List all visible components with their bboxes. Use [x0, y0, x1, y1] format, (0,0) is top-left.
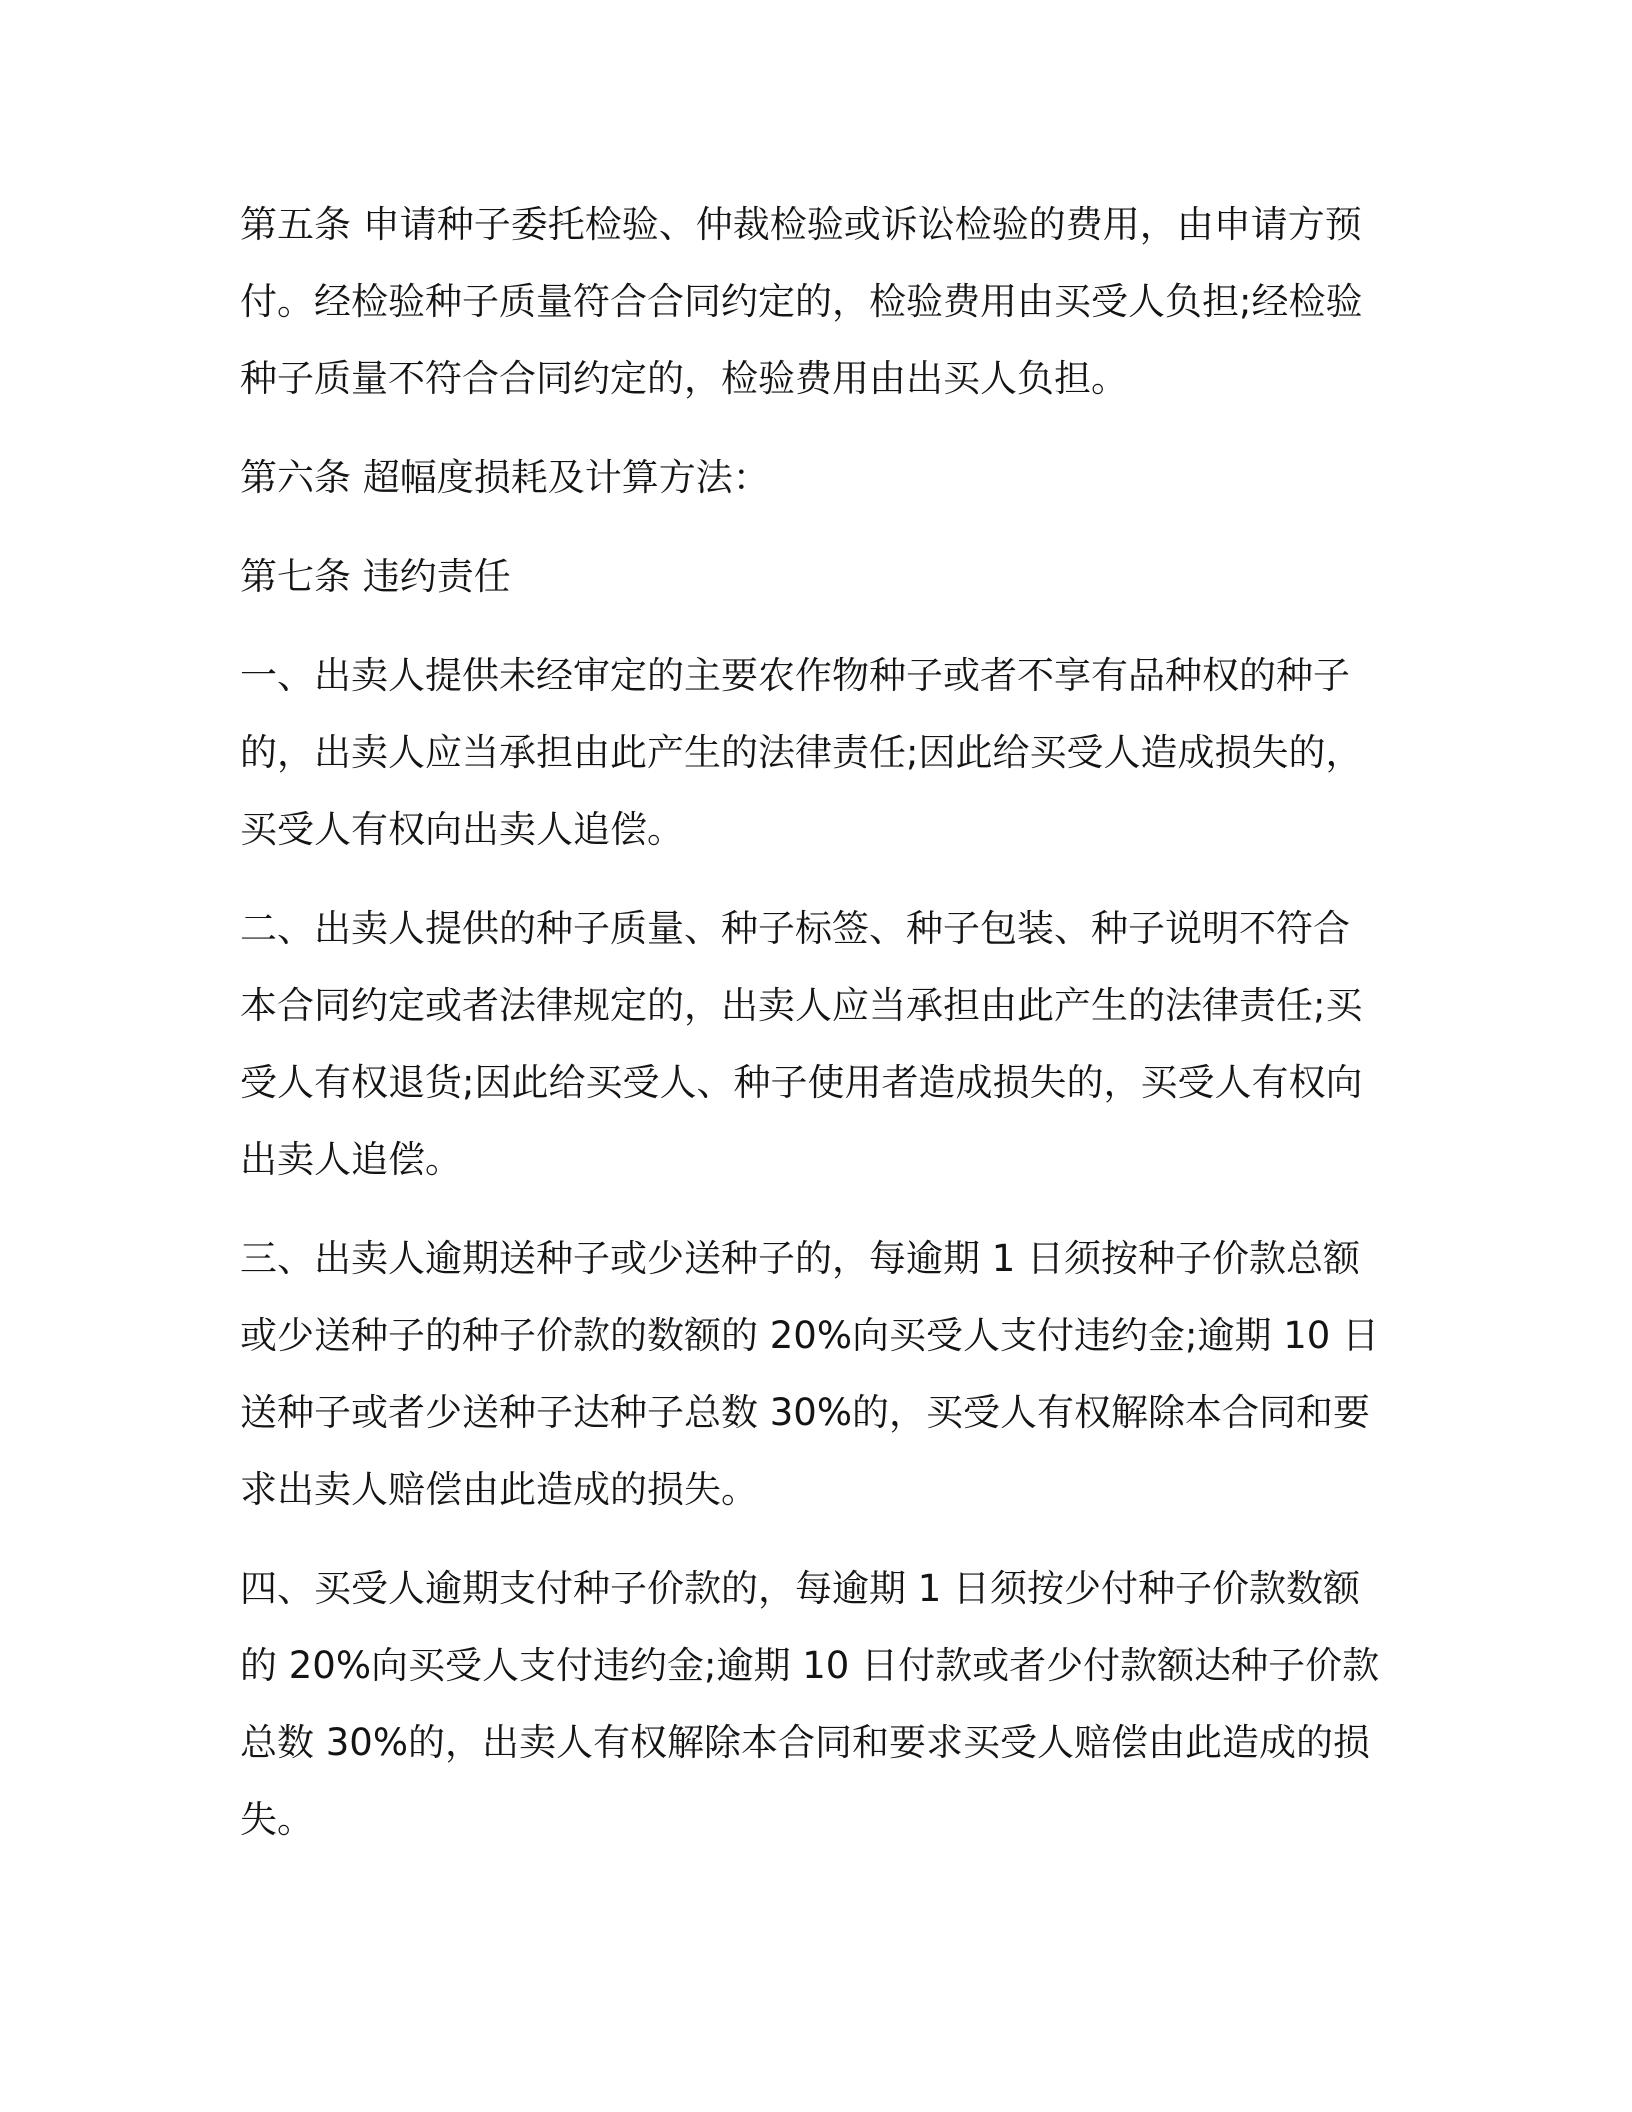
text-line: 付。经检验种子质量符合合同约定的，检验费用由买受人负担;经检验	[240, 280, 1363, 323]
text-line: 出卖人追偿。	[240, 1138, 462, 1181]
text-line: 受人有权退货;因此给买受人、种子使用者造成损失的，买受人有权向	[240, 1061, 1363, 1104]
document-body	[240, 186, 1380, 1880]
text-line: 本合同约定或者法律规定的，出卖人应当承担由此产生的法律责任;买	[240, 984, 1363, 1027]
text-line: 第五条 申请种子委托检验、仲裁检验或诉讼检验的费用，由申请方预	[240, 203, 1362, 246]
text-line: 的，出卖人应当承担由此产生的法律责任;因此给买受人造成损失的，	[240, 731, 1363, 774]
text-line: 的 20%向买受人支付违约金;逾期 10 日付款或者少付款额达种子价款	[240, 1644, 1380, 1687]
text-line: 一、出卖人提供未经审定的主要农作物种子或者不享有品种权的种子	[240, 654, 1350, 697]
text-line: 三、出卖人逾期送种子或少送种子的，每逾期 1 日须按种子价款总额	[240, 1237, 1361, 1280]
text-line: 二、出卖人提供的种子质量、种子标签、种子包装、种子说明不符合	[240, 907, 1350, 950]
text-line: 种子质量不符合合同约定的，检验费用由出买人负担。	[240, 357, 1128, 400]
text-line: 第七条 违约责任	[240, 555, 511, 598]
text-line: 四、买受人逾期支付种子价款的，每逾期 1 日须按少付种子价款数额	[240, 1567, 1361, 1610]
clause-3-paragraph	[240, 1220, 1380, 1528]
clause-2-paragraph	[240, 890, 1380, 1198]
text-line: 第六条 超幅度损耗及计算方法：	[240, 456, 770, 499]
clause-4-paragraph	[240, 1550, 1380, 1858]
text-line: 或少送种子的种子价款的数额的 20%向买受人支付违约金;逾期 10 日	[240, 1314, 1380, 1357]
text-line: 求出卖人赔偿由此造成的损失。	[240, 1468, 758, 1511]
article-5-paragraph	[240, 186, 1380, 417]
text-line: 送种子或者少送种子达种子总数 30%的，买受人有权解除本合同和要	[240, 1391, 1370, 1434]
text-line: 总数 30%的，出卖人有权解除本合同和要求买受人赔偿由此造成的损	[240, 1721, 1370, 1764]
text-line: 买受人有权向出卖人追偿。	[240, 808, 684, 851]
clause-1-paragraph	[240, 637, 1380, 868]
article-7-heading	[240, 538, 1380, 615]
text-line: 失。	[240, 1798, 314, 1841]
article-6-heading	[240, 439, 1380, 516]
